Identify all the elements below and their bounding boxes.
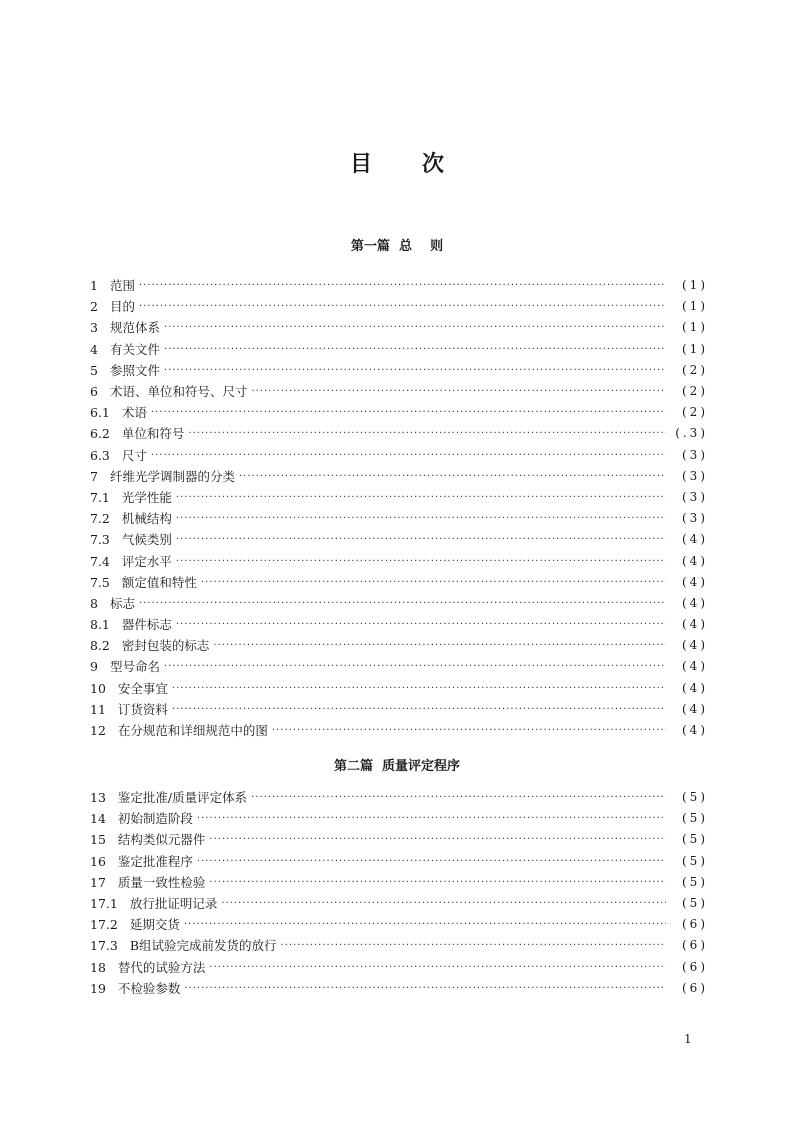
toc-entry[interactable] bbox=[90, 678, 708, 699]
toc-entry-page: (.3) bbox=[675, 426, 708, 441]
toc-entry[interactable] bbox=[90, 787, 708, 808]
toc-entry[interactable] bbox=[90, 529, 708, 550]
toc-entry-page: (5) bbox=[682, 874, 708, 889]
toc-entry-page: (6) bbox=[682, 980, 708, 995]
page-number: 1 bbox=[684, 1032, 692, 1046]
toc-entry[interactable] bbox=[90, 423, 708, 444]
toc-entry-title: 初始制造阶段 bbox=[117, 811, 193, 827]
toc-dot-leader bbox=[172, 678, 666, 699]
toc-entry-number: 7.1 bbox=[90, 489, 110, 505]
toc-entry-number: 8.2 bbox=[90, 638, 110, 654]
toc-entry-number: 6.1 bbox=[90, 405, 110, 421]
toc-entry-title: 气候类别 bbox=[121, 532, 172, 548]
toc-entry-title: 鉴定批准/质量评定体系 bbox=[117, 790, 248, 806]
toc-entry-page: (4) bbox=[682, 595, 708, 610]
toc-entry-page: (4) bbox=[682, 659, 708, 674]
toc-dot-leader bbox=[272, 720, 666, 741]
toc-entry[interactable] bbox=[90, 508, 708, 529]
toc-entry[interactable] bbox=[90, 381, 708, 402]
toc-entry-title: 术语、单位和符号、尺寸 bbox=[109, 384, 248, 400]
toc-entry-title: 放行批证明记录 bbox=[129, 896, 218, 912]
toc-entry-title: 标志 bbox=[109, 595, 135, 611]
toc-entry-number: 3 bbox=[90, 320, 98, 336]
toc-entry-number: 19 bbox=[90, 980, 106, 996]
toc-entry-number: 4 bbox=[90, 341, 98, 357]
toc-dot-leader bbox=[251, 381, 666, 402]
toc-entry-number: 7.5 bbox=[90, 574, 110, 590]
toc-entry-title: 纤维光学调制器的分类 bbox=[109, 468, 235, 484]
toc-entry[interactable] bbox=[90, 614, 708, 635]
toc-entry-number: 7.4 bbox=[90, 553, 110, 569]
toc-entry[interactable] bbox=[90, 572, 708, 593]
toc-entry-page: (4) bbox=[682, 574, 708, 589]
toc-entry-number: 6.2 bbox=[90, 426, 110, 442]
toc-dot-leader bbox=[209, 829, 666, 850]
toc-entry-page: (6) bbox=[682, 917, 708, 932]
toc-entry-title: 单位和符号 bbox=[121, 426, 185, 442]
toc-dot-leader bbox=[197, 808, 666, 829]
toc-entry-number: 8 bbox=[90, 595, 98, 611]
toc-dot-leader bbox=[176, 614, 666, 635]
toc-dot-leader bbox=[176, 487, 666, 508]
toc-entry-number: 1 bbox=[90, 278, 98, 294]
part-2-heading: 第二篇 质量评定程序 bbox=[333, 759, 461, 774]
toc-entry-title: 质量一致性检验 bbox=[117, 874, 206, 890]
toc-dot-leader bbox=[139, 275, 666, 296]
toc-dot-leader bbox=[239, 466, 666, 487]
toc-dot-leader bbox=[151, 445, 666, 466]
toc-entry-number: 5 bbox=[90, 362, 98, 378]
toc-entry-title: 型号命名 bbox=[109, 659, 160, 675]
toc-entry-title: 在分规范和详细规范中的图 bbox=[117, 723, 268, 739]
toc-entry-page: (3) bbox=[682, 468, 708, 483]
toc-entry-number: 15 bbox=[90, 832, 106, 848]
toc-entry-number: 7.2 bbox=[90, 511, 110, 527]
toc-entry-page: (1) bbox=[682, 299, 708, 314]
toc-dot-leader bbox=[213, 635, 666, 656]
toc-dot-leader bbox=[209, 872, 666, 893]
toc-entry-number: 14 bbox=[90, 811, 106, 827]
toc-entry[interactable] bbox=[90, 635, 708, 656]
toc-dot-leader bbox=[184, 978, 666, 999]
toc-entry[interactable] bbox=[90, 935, 708, 956]
toc-entry-page: (4) bbox=[682, 553, 708, 568]
toc-entry[interactable] bbox=[90, 829, 708, 850]
toc-entry-page: (2) bbox=[682, 362, 708, 377]
toc-entry[interactable] bbox=[90, 808, 708, 829]
page-title: 目次 bbox=[349, 152, 494, 177]
toc-entry-number: 2 bbox=[90, 299, 98, 315]
toc-entry[interactable] bbox=[90, 296, 708, 317]
toc-entry-number: 11 bbox=[90, 701, 106, 717]
toc-entry-page: (4) bbox=[682, 723, 708, 738]
toc-entry-page: (1) bbox=[682, 278, 708, 293]
toc-entry-page: (4) bbox=[682, 638, 708, 653]
toc-entry-number: 13 bbox=[90, 790, 106, 806]
toc-entry[interactable] bbox=[90, 957, 708, 978]
toc-entry-number: 17.3 bbox=[90, 938, 118, 954]
toc-entry-title: 安全事宜 bbox=[117, 680, 168, 696]
toc-entry[interactable] bbox=[90, 593, 708, 614]
toc-entry-page: (4) bbox=[682, 532, 708, 547]
toc-entry-title: 规范体系 bbox=[109, 320, 160, 336]
toc-entry-page: (1) bbox=[682, 320, 708, 335]
toc-entry-number: 9 bbox=[90, 659, 98, 675]
toc-entry[interactable] bbox=[90, 466, 708, 487]
toc-entry-page: (2) bbox=[682, 384, 708, 399]
toc-entry-number: 8.1 bbox=[90, 617, 110, 633]
toc-entry[interactable] bbox=[90, 699, 708, 720]
toc-entry-page: (5) bbox=[682, 811, 708, 826]
toc-entry-page: (6) bbox=[682, 938, 708, 953]
toc-entry[interactable] bbox=[90, 720, 708, 741]
toc-entry-page: (6) bbox=[682, 959, 708, 974]
toc-dot-leader bbox=[151, 402, 666, 423]
toc-entry[interactable] bbox=[90, 487, 708, 508]
toc-entry-title: 目的 bbox=[109, 299, 135, 315]
toc-entry-page: (5) bbox=[682, 896, 708, 911]
toc-entry-title: 额定值和特性 bbox=[121, 574, 197, 590]
toc-entry-title: 范围 bbox=[109, 278, 135, 294]
toc-entry-number: 17.2 bbox=[90, 917, 118, 933]
toc-dot-leader bbox=[281, 935, 666, 956]
toc-entry-title: 订货资料 bbox=[117, 701, 168, 717]
toc-entry-page: (1) bbox=[682, 341, 708, 356]
toc-dot-leader bbox=[164, 360, 666, 381]
toc-entry-page: (4) bbox=[682, 680, 708, 695]
toc-entry[interactable] bbox=[90, 317, 708, 338]
toc-entry-number: 6 bbox=[90, 384, 98, 400]
toc-dot-leader bbox=[209, 957, 666, 978]
toc-entry-number: 17 bbox=[90, 874, 106, 890]
toc-entry[interactable] bbox=[90, 445, 708, 466]
toc-dot-leader bbox=[197, 851, 666, 872]
toc-dot-leader bbox=[172, 699, 666, 720]
toc-entry-number: 6.3 bbox=[90, 447, 110, 463]
toc-entry-number: 12 bbox=[90, 723, 106, 739]
toc-entry-title: 尺寸 bbox=[121, 447, 147, 463]
toc-entry[interactable] bbox=[90, 360, 708, 381]
toc-entry-page: (3) bbox=[682, 447, 708, 462]
part-1-heading: 第一篇 总 则 bbox=[350, 239, 444, 254]
toc-dot-leader bbox=[188, 423, 666, 444]
toc-entry[interactable] bbox=[90, 893, 708, 914]
toc-entry-title: 鉴定批准程序 bbox=[117, 853, 193, 869]
toc-dot-leader bbox=[176, 529, 666, 550]
toc-dot-leader bbox=[184, 914, 666, 935]
toc-entry-page: (3) bbox=[682, 489, 708, 504]
toc-dot-leader bbox=[176, 508, 666, 529]
toc-entry-page: (4) bbox=[682, 701, 708, 716]
toc-entry[interactable] bbox=[90, 851, 708, 872]
toc-entry-title: 光学性能 bbox=[121, 489, 172, 505]
toc-entry-page: (5) bbox=[682, 832, 708, 847]
toc-dot-leader bbox=[221, 893, 666, 914]
toc-entry-title: 机械结构 bbox=[121, 511, 172, 527]
toc-entry-title: 器件标志 bbox=[121, 617, 172, 633]
toc-dot-leader bbox=[164, 656, 666, 677]
toc-dot-leader bbox=[201, 572, 666, 593]
toc-entry-page: (2) bbox=[682, 405, 708, 420]
toc-entry-title: 术语 bbox=[121, 405, 147, 421]
toc-entry[interactable] bbox=[90, 656, 708, 677]
toc-dot-leader bbox=[251, 787, 666, 808]
toc-dot-leader bbox=[164, 317, 666, 338]
toc-dot-leader bbox=[176, 551, 666, 572]
toc-entry[interactable] bbox=[90, 872, 708, 893]
toc-dot-leader bbox=[139, 296, 666, 317]
toc-entry-number: 16 bbox=[90, 853, 106, 869]
toc-entry[interactable] bbox=[90, 275, 708, 296]
toc-entry-number: 18 bbox=[90, 959, 106, 975]
toc-entry-number: 7 bbox=[90, 468, 98, 484]
toc-entry[interactable] bbox=[90, 978, 708, 999]
toc-entry-title: 密封包装的标志 bbox=[121, 638, 210, 654]
toc-entry[interactable] bbox=[90, 914, 708, 935]
toc-entry-title: 评定水平 bbox=[121, 553, 172, 569]
toc-dot-leader bbox=[164, 339, 666, 360]
toc-entry-title: B组试验完成前发货的放行 bbox=[129, 938, 277, 954]
toc-entry-title: 替代的试验方法 bbox=[117, 959, 206, 975]
toc-entry-title: 延期交货 bbox=[129, 917, 180, 933]
toc-entry-page: (4) bbox=[682, 617, 708, 632]
toc-entry-title: 不检验参数 bbox=[117, 980, 181, 996]
part-2-toc-list bbox=[90, 787, 708, 999]
toc-entry[interactable] bbox=[90, 550, 708, 571]
toc-dot-leader bbox=[139, 593, 666, 614]
toc-entry-page: (5) bbox=[682, 790, 708, 805]
toc-entry-page: (5) bbox=[682, 853, 708, 868]
toc-entry-number: 7.3 bbox=[90, 532, 110, 548]
toc-entry-title: 参照文件 bbox=[109, 362, 160, 378]
toc-entry-title: 结构类似元器件 bbox=[117, 832, 206, 848]
toc-entry[interactable] bbox=[90, 339, 708, 360]
part-1-toc-list bbox=[90, 275, 708, 741]
toc-entry-page: (3) bbox=[682, 511, 708, 526]
toc-entry-number: 10 bbox=[90, 680, 106, 696]
toc-entry[interactable] bbox=[90, 402, 708, 423]
toc-entry-number: 17.1 bbox=[90, 896, 118, 912]
toc-entry-title: 有关文件 bbox=[109, 341, 160, 357]
